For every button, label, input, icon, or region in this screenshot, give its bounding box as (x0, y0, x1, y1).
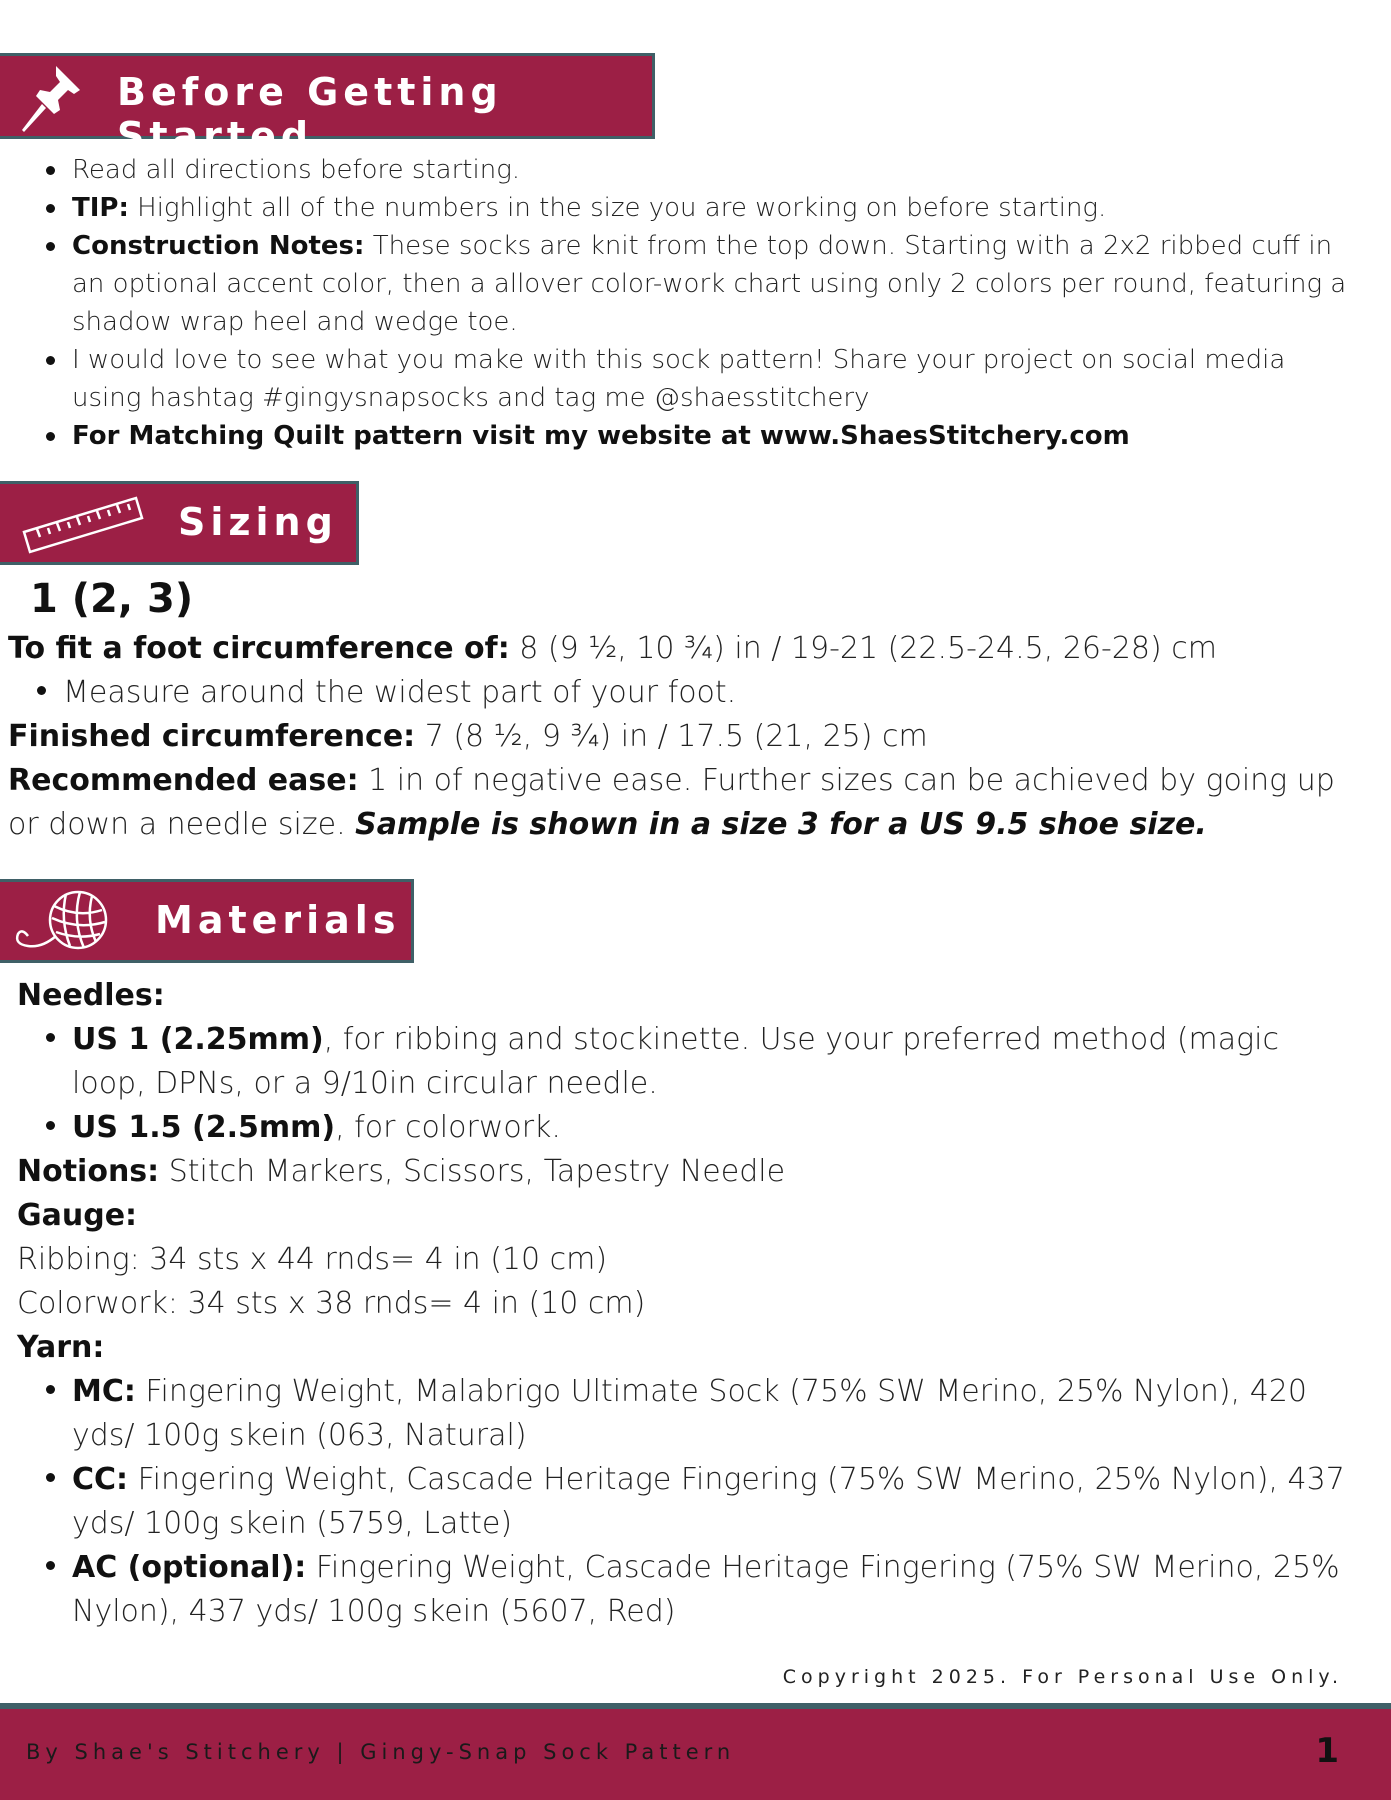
list-item: For Matching Quilt pattern visit my website at www.ShaesStitchery.com (72, 417, 1352, 455)
list-item: US 1.5 (2.5mm), for colorwork. (72, 1106, 1347, 1150)
sizing-banner (0, 481, 359, 565)
section-title: Before Getting Started (117, 70, 503, 158)
finished-line: Finished circumference: 7 (8 ½, 9 ¾) in / 17.5 (21, 25) cm (8, 719, 928, 754)
list-item: TIP: Highlight all of the numbers in the size you are working on before starting. (72, 189, 1352, 227)
yarn-label: Yarn: (17, 1330, 105, 1365)
before-list (72, 151, 1352, 455)
gauge-ribbing: Ribbing: 34 sts x 44 rnds= 4 in (10 cm) (17, 1242, 608, 1277)
list-item: AC (optional): Fingering Weight, Cascade Heritage Fingering (75% SW Merino, 25% Nylon), 437 yds/ 100g skein (5607, Red) (72, 1546, 1347, 1634)
gauge-label: Gauge: (17, 1198, 138, 1233)
list-item: I would love to see what you make with this sock pattern! Share your project on social media using hashtag #gingysnapsocks and tag me @shaesstitchery (72, 341, 1352, 417)
size-list: 1 (2, 3) (30, 576, 194, 622)
fit-line: To fit a foot circumference of: 8 (9 ½, 10 ¾) in / 19-21 (22.5-24.5, 26-28) cm (8, 631, 1217, 666)
copyright-notice: Copyright 2025. For Personal Use Only. (782, 1666, 1343, 1688)
footer-text: By Shae's Stitchery | Gingy-Snap Sock Pattern (26, 1740, 736, 1764)
before-getting-started-banner (0, 53, 655, 158)
pushpin-icon (18, 60, 90, 136)
ease-line: Recommended ease: 1 in of negative ease. Further sizes can be achieved by going up or down a needle size. Sample is shown in a size 3 for a US 9.5 shoe size. (8, 763, 1335, 842)
gauge-colorwork: Colorwork: 34 sts x 38 rnds= 4 in (10 cm) (17, 1286, 646, 1321)
list-item: US 1 (2.25mm), for ribbing and stockinette. Use your preferred method (magic loop, DPNs, or a 9/10in circular needle. (72, 1018, 1347, 1106)
list-item: MC: Fingering Weight, Malabrigo Ultimate Sock (75% SW Merino, 25% Nylon), 420 yds/ 100g skein (063, Natural) (72, 1370, 1347, 1458)
sizing-body (8, 627, 1338, 847)
list-item: Read all directions before starting. (72, 151, 1352, 189)
footer (0, 1709, 1391, 1800)
ruler-icon (20, 492, 144, 554)
yarn-ball-icon (12, 888, 112, 958)
list-item: CC: Fingering Weight, Cascade Heritage Fingering (75% SW Merino, 25% Nylon), 437 yds/ 100g skein (5759, Latte) (72, 1458, 1347, 1546)
section-title: Sizing (178, 500, 338, 544)
needles-label: Needles: (17, 978, 165, 1013)
list-item: Construction Notes: These socks are knit from the top down. Starting with a 2x2 ribbed cuff in an optional accent color, then a allover color-work chart using only 2 colors per round, featuring a shadow wrap heel and wedge toe. (72, 227, 1352, 341)
section-title: Materials (155, 898, 401, 942)
materials-body (17, 974, 1347, 1634)
list-item: Measure around the widest part of your foot. (63, 671, 1338, 715)
notions-line: Notions: Stitch Markers, Scissors, Tapestry Needle (17, 1154, 786, 1189)
materials-banner (0, 879, 414, 963)
page-number: 1 (1315, 1731, 1339, 1771)
